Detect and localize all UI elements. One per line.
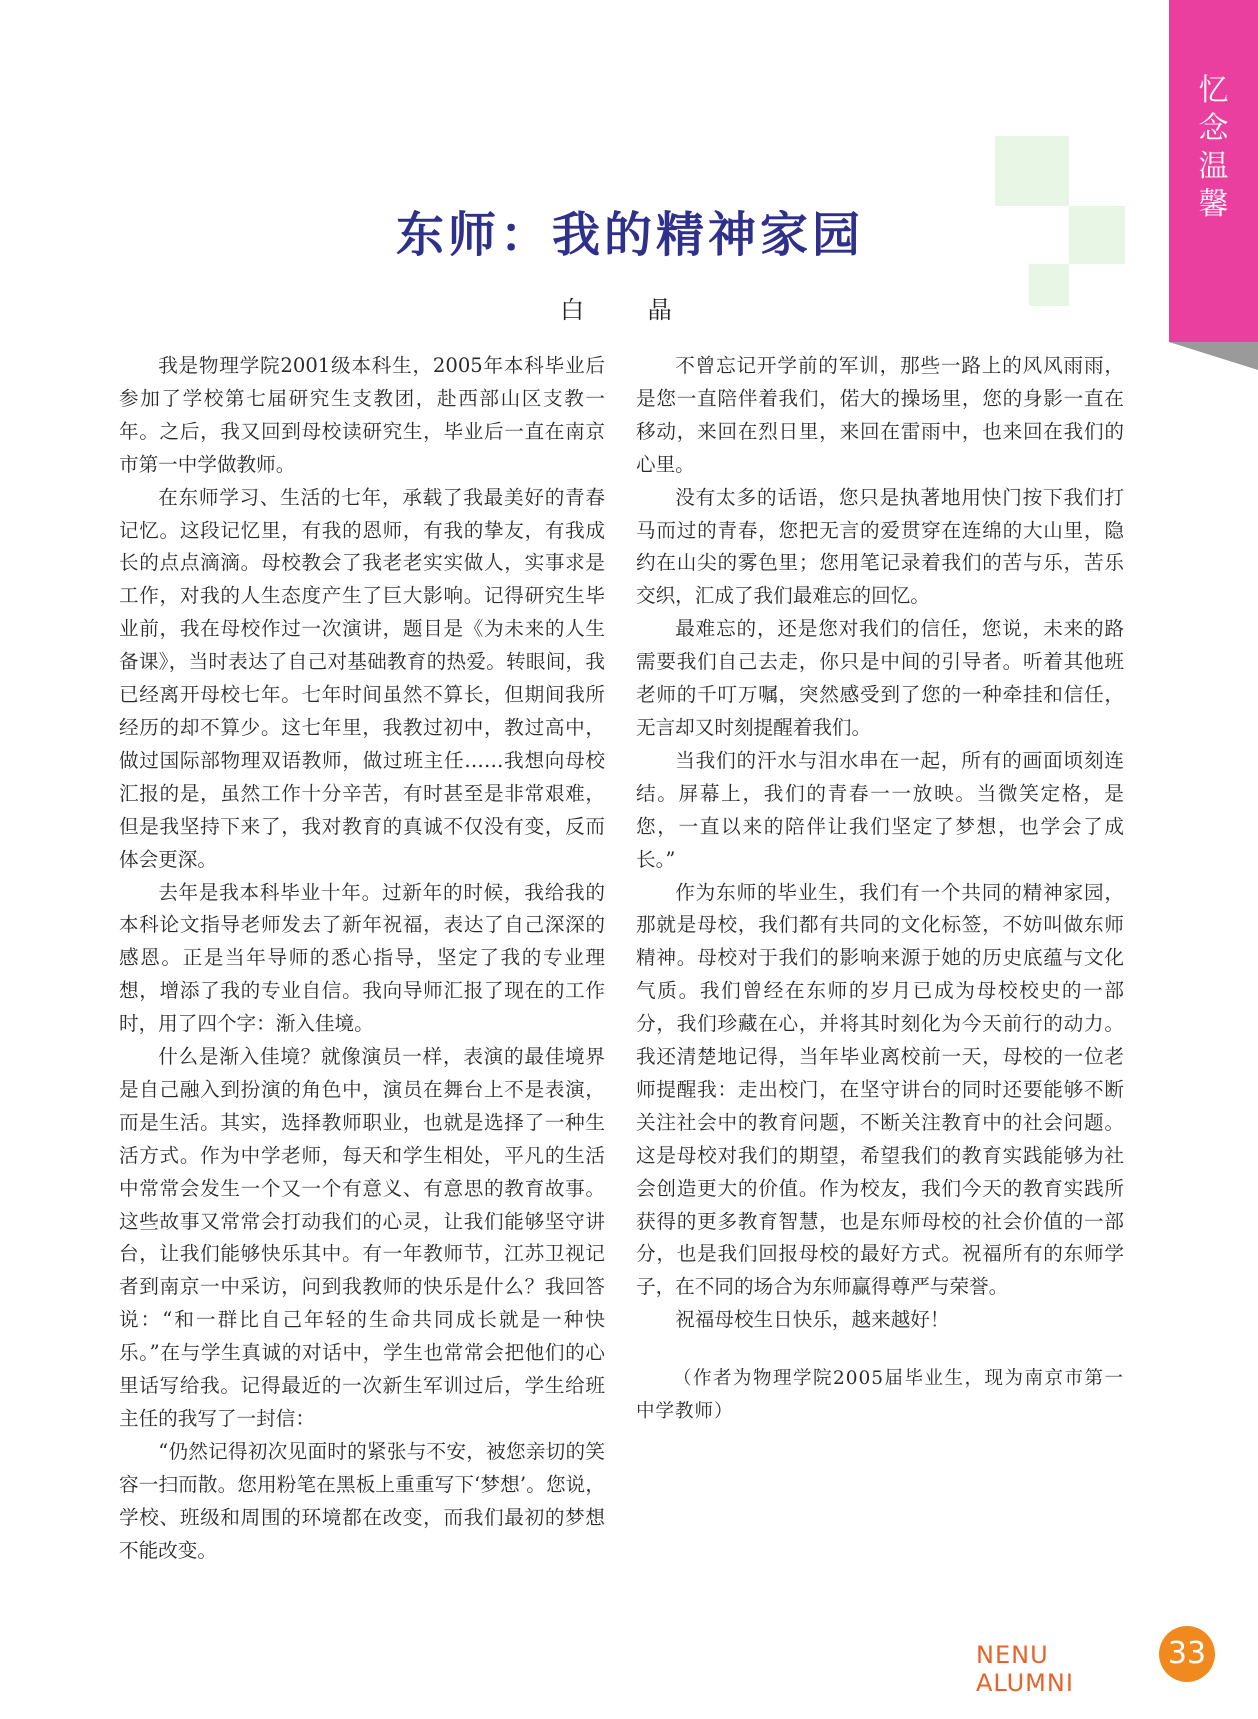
decor-square [1029,264,1069,306]
decor-square [995,136,1069,206]
page-number: 33 [1159,1626,1215,1682]
decor-square [1069,206,1125,264]
author-note: （作者为物理学院2005届毕业生，现为南京市第一中学教师） [636,1368,1124,1423]
section-tab-char: 念 [1198,111,1229,146]
tab-fold-shadow [1169,300,1258,370]
article-column-left [119,350,605,1568]
article-title: 东师：我的精神家园 [395,207,864,263]
quote-paragraph: 当我们的汗水与泪水串在一起，所有的画面顷刻连结。屏幕上，我们的青春一一放映。当微笑定格，是您，一直以来的陪伴让我们坚定了梦想，也学会了成长。” [636,748,1124,871]
paragraph: 在东师学习、生活的七年，承载了我最美好的青春记忆。这段记忆里，有我的恩师，有我的挚友，有我成长的点点滴滴。母校教会了我老老实实做人，实事求是工作，对我的人生态度产生了巨大影响。记得研究生毕业前，我在母校作过一次演讲，题目是《为未来的人生备课》，当时表达了自己对基础教育的热爱。转眼间，我已经离开母校七年。七年时间虽然不算长，但期间我所经历的却不算少。这七年里，我教过初中，教过高中，做过国际部物理双语教师，做过班主任……我想向母校汇报的是，虽然工作十分辛苦，有时甚至是非常艰难，但是我坚持下来了，我对教育的真诚不仅没有变，反而体会更深。 [119,485,605,871]
paragraph: 祝福母校生日快乐，越来越好！ [675,1308,950,1332]
section-tab-char: 温 [1198,149,1229,184]
paragraph: 我是物理学院2001级本科生，2005年本科毕业后参加了学校第七届研究生支教团，赴西部山区支教一年。之后，我又回到母校读研究生，毕业后一直在南京市第一中学做教师。 [119,354,605,476]
quote-paragraph: “仍然记得初次见面时的紧张与不安，被您亲切的笑容一扫而散。您用粉笔在黑板上重重写下‘梦想’。您说，学校、班级和周围的环境都在改变，而我们最初的梦想不能改变。 [119,1439,605,1562]
quote-paragraph: 没有太多的话语，您只是执著地用快门按下我们打马而过的青春，您把无言的爱贯穿在连绵的大山里，隐约在山尖的雾色里；您用笔记录着我们的苦与乐，苦乐交织，汇成了我们最难忘的回忆。 [636,485,1124,608]
section-tab-char: 忆 [1198,73,1229,108]
article-column-right [636,350,1124,1429]
article-author: 白 晶 [560,296,700,324]
paragraph: 去年是我本科毕业十年。过新年的时候，我给我的本科论文指导老师发去了新年祝福，表达了自己深深的感恩。正是当年导师的悉心指导，坚定了我的专业理想，增添了我的专业自信。我向导师汇报了现在的工作时，用了四个字：渐入佳境。 [119,880,605,1036]
paragraph: 什么是渐入佳境？就像演员一样，表演的最佳境界是自己融入到扮演的角色中，演员在舞台上不是表演，而是生活。其实，选择教师职业，也就是选择了一种生活方式。作为中学老师，每天和学生相处，平凡的生活中常常会发生一个又一个有意义、有意思的教育故事。这些故事又常常会打动我们的心灵，让我们能够坚守讲台，让我们能够快乐其中。有一年教师节，江苏卫视记者到南京一中采访，问到我教师的快乐是什么？我回答说：“和一群比自己年轻的生命共同成长就是一种快乐。”在与学生真诚的对话中，学生也常常会把他们的心里话写给我。记得最近的一次新生军训过后，学生给班主任的我写了一封信： [119,1045,605,1430]
quote-paragraph: 最难忘的，还是您对我们的信任，您说，未来的路需要我们自己去走，你只是中间的引导者。听着其他班老师的千叮万嘱，突然感受到了您的一种牵挂和信任，无言却又时刻提醒着我们。 [636,617,1124,739]
section-tab-label [1169,72,1258,224]
quote-paragraph: 不曾忘记开学前的军训，那些一路上的风风雨雨，是您一直陪伴着我们，偌大的操场里，您的身影一直在移动，来回在烈日里，来回在雷雨中，也来回在我们的心里。 [636,354,1124,476]
paragraph: 作为东师的毕业生，我们有一个共同的精神家园，那就是母校，我们都有共同的文化标签，不妨叫做东师精神。母校对于我们的影响来源于她的历史底蕴与文化气质。我们曾经在东师的岁月已成为母校校史的一部分，我们珍藏在心，并将其时刻化为今天前行的动力。我还清楚地记得，当年毕业离校前一天，母校的一位老师提醒我：走出校门，在坚守讲台的同时还要能够不断关注社会中的教育问题，不断关注教育中的社会问题。这是母校对我们的期望，希望我们的教育实践能够为社会创造更大的价值。作为校友，我们今天的教育实践所获得的更多教育智慧，也是东师母校的社会价值的一部分，也是我们回报母校的最好方式。祝福所有的东师学子，在不同的场合为东师赢得尊严与荣誉。 [636,880,1124,1299]
footer-brand: NENU ALUMNI [976,1641,1074,1697]
section-tab-char: 馨 [1198,187,1229,222]
